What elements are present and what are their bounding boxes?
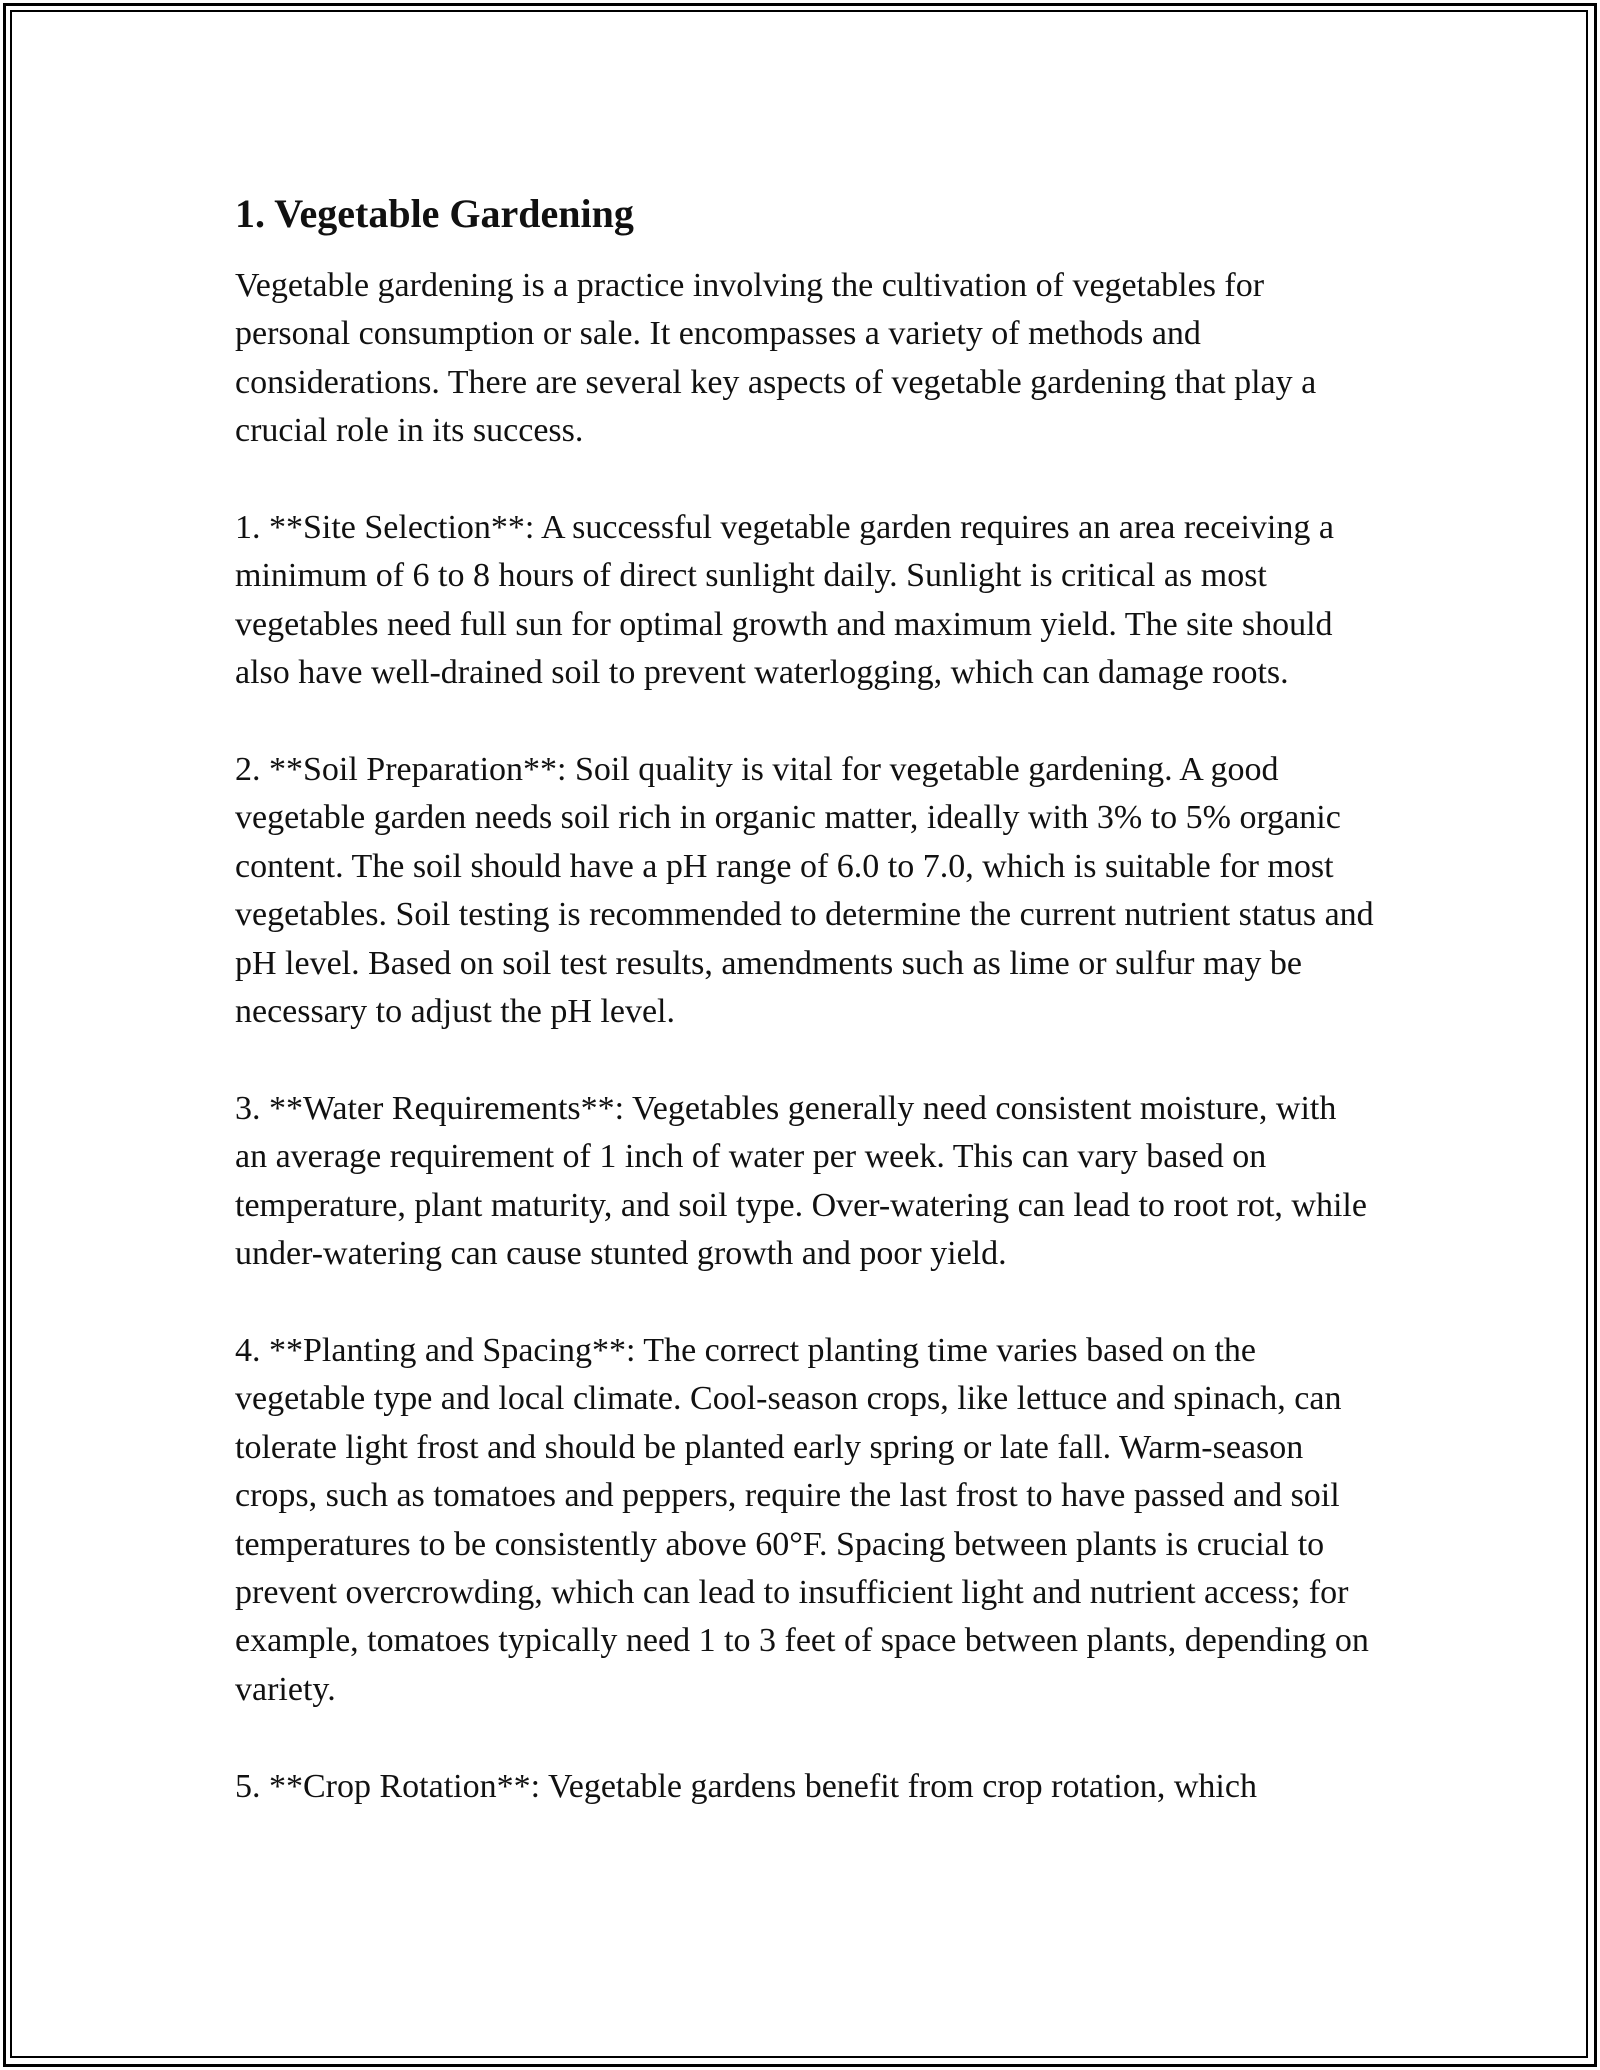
section-title: 1. Vegetable Gardening bbox=[235, 191, 634, 236]
soil-preparation-paragraph: 2. **Soil Preparation**: Soil quality is vital for vegetable gardening. A good vegetable garden needs soil rich in organic matter, ideally with 3% to 5% organic content. The soil should have a pH range of 6.0 to 7.0, which is suitable for most vegetables. Soil testing is recommended to determine the current nutrient status and pH level. Based on soil test results, amendments such as lime or sulfur may be necessary to adjust the pH level. bbox=[235, 751, 1374, 1031]
intro-paragraph: Vegetable gardening is a practice involving the cultivation of vegetables for personal consumption or sale. It encompasses a variety of methods and considerations. There are several key aspects of vegetable gardening that play a crucial role in its success. bbox=[235, 267, 1317, 450]
water-requirements-paragraph: 3. **Water Requirements**: Vegetables generally need consistent moisture, with an average requirement of 1 inch of water per week. This can vary based on temperature, plant maturity, and soil type. Over-watering can lead to root rot, while under-watering can cause stunted growth and poor yield. bbox=[235, 1089, 1367, 1273]
document-body bbox=[235, 188, 1375, 1811]
crop-rotation-paragraph: 5. **Crop Rotation**: Vegetable gardens benefit from crop rotation, which bbox=[235, 1767, 1257, 1805]
planting-spacing-paragraph: 4. **Planting and Spacing**: The correct planting time varies based on the vegetable type and local climate. Cool-season crops, like lettuce and spinach, can tolerate light frost and should be planted early spring or late fall. Warm-season crops, such as tomatoes and peppers, require the last frost to have passed and soil temperatures to be consistently above 60°F. Spacing between plants is crucial to prevent overcrowding, which can lead to insufficient light and nutrient access; for example, tomatoes typically need 1 to 3 feet of space between plants, depending on variety. bbox=[235, 1331, 1369, 1708]
site-selection-paragraph: 1. **Site Selection**: A successful vegetable garden requires an area receiving a minimum of 6 to 8 hours of direct sunlight daily. Sunlight is critical as most vegetables need full sun for optimal growth and maximum yield. The site should also have well-drained soil to prevent waterlogging, which can damage roots. bbox=[235, 509, 1334, 692]
